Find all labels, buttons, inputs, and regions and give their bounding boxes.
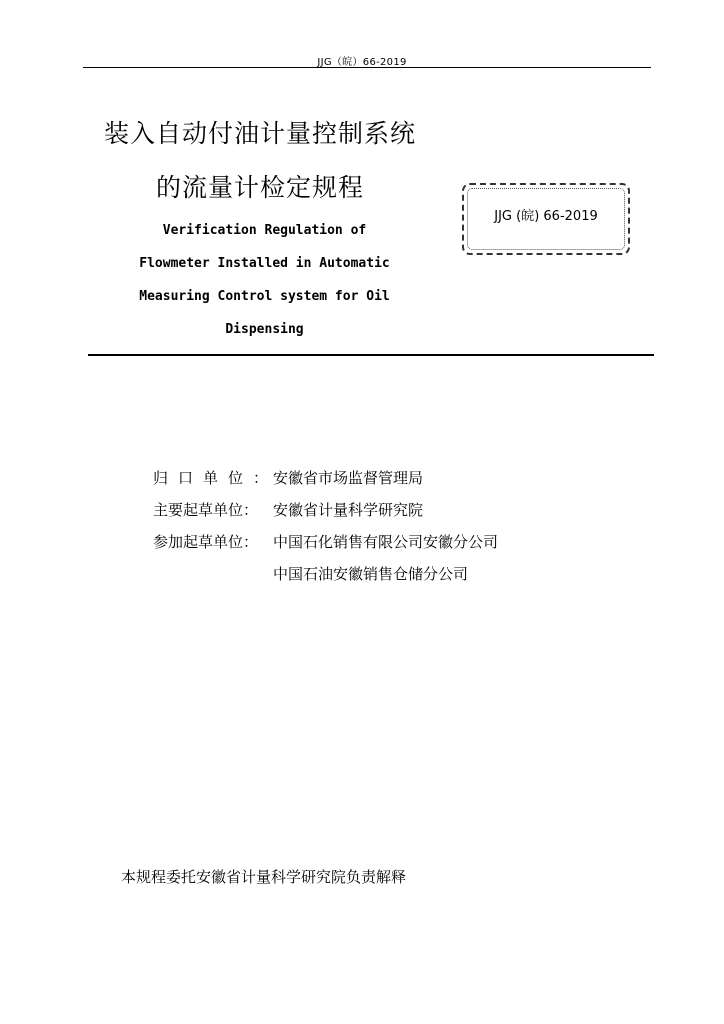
org-row-main-drafter [153, 494, 498, 526]
org-value: 安徽省计量科学研究院 [273, 501, 424, 519]
drafting-organizations [153, 462, 498, 590]
standard-code-stamp [462, 183, 630, 255]
org-row-participating-drafter [153, 526, 498, 558]
org-label: 参加起草单位： [153, 533, 259, 551]
interpretation-note: 本规程委托安徽省计量科学研究院负责解释 [121, 868, 407, 886]
org-row-responsible [153, 462, 498, 494]
english-title-line-1: Verification Regulation of [162, 223, 367, 238]
org-value: 中国石化销售有限公司安徽分公司 [273, 533, 499, 551]
chinese-title-line-2: 的流量计检定规程 [156, 173, 365, 202]
org-row-participating-drafter-2 [153, 558, 498, 590]
header-rule [83, 67, 651, 68]
title-divider [88, 354, 654, 356]
org-label [153, 558, 273, 590]
org-label: 主要起草单位： [153, 501, 259, 519]
stamp-code: JJG (皖) 66-2019 [494, 209, 598, 224]
org-label: 归口单位： [153, 469, 279, 487]
english-title-line-2: Flowmeter Installed in Automatic [139, 256, 390, 271]
english-title-line-4: Dispensing [225, 322, 304, 337]
org-value: 中国石油安徽销售仓储分公司 [273, 565, 469, 583]
org-value: 安徽省市场监督管理局 [273, 469, 424, 487]
english-title-line-3: Measuring Control system for Oil [139, 289, 390, 304]
english-title [112, 214, 417, 346]
header-standard-code: JJG（皖）66-2019 [317, 57, 407, 68]
chinese-title-line-1: 装入自动付油计量控制系统 [104, 119, 417, 148]
